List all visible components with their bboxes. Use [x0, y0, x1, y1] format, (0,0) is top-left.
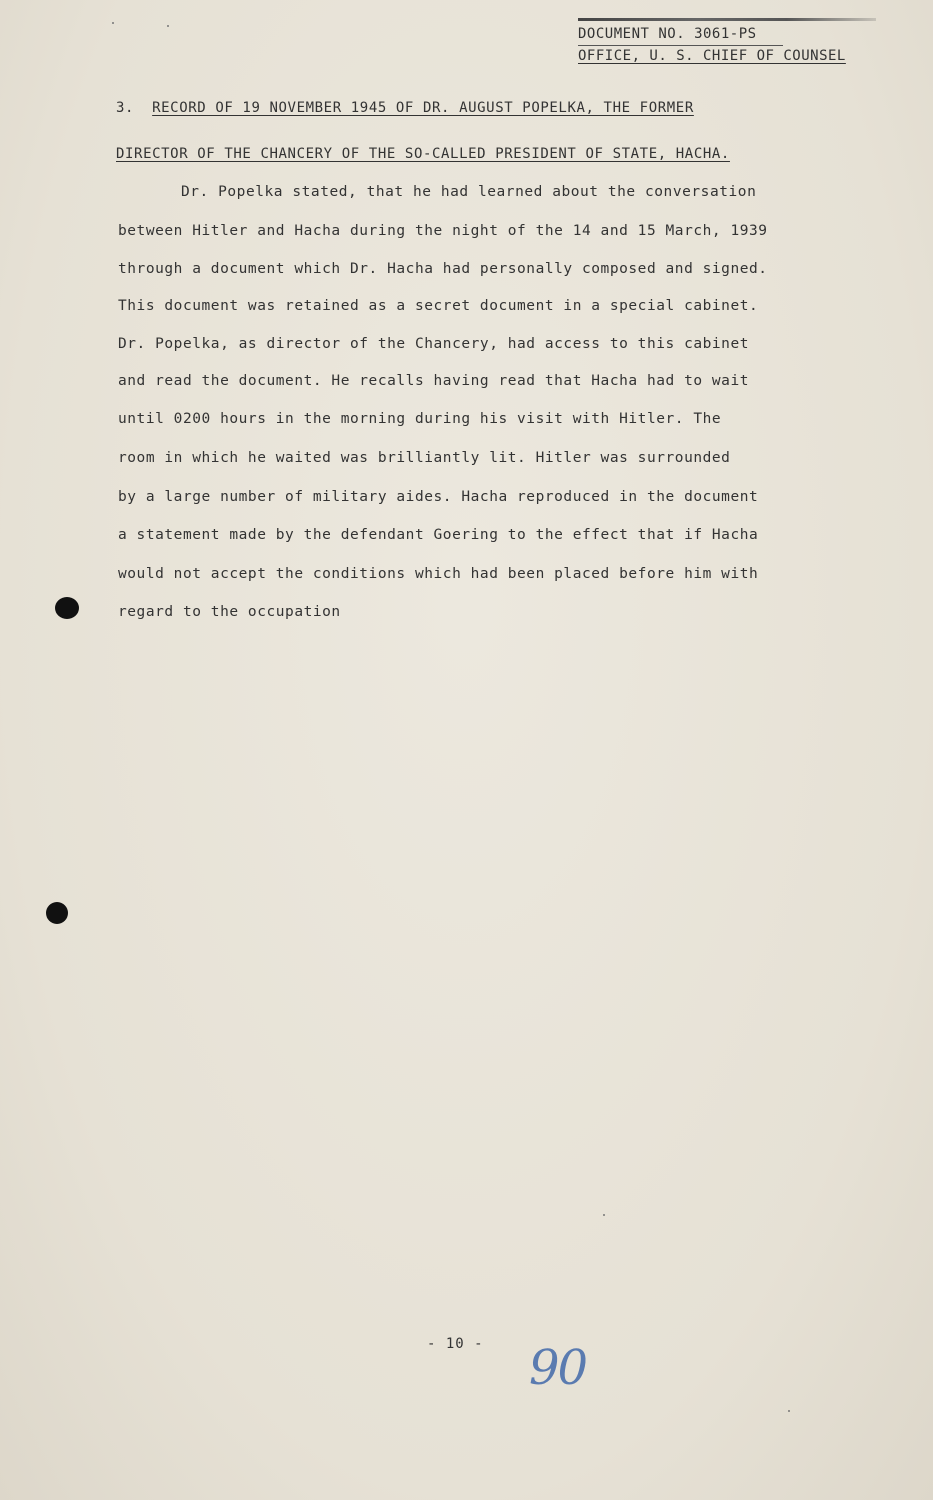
paper-speck: [112, 22, 114, 24]
paper-speck: [603, 1214, 605, 1216]
body-line: and read the document. He recalls having read that Hacha had to wait: [118, 373, 750, 389]
section-title-text-2: DIRECTOR OF THE CHANCERY OF THE SO-CALLED PRESIDENT OF STATE, HACHA.: [116, 146, 730, 162]
paper-speck: [788, 1410, 790, 1412]
body-line: by a large number of military aides. Hacha reproduced in the document: [118, 489, 759, 505]
body-line: until 0200 hours in the morning during his visit with Hitler. The: [118, 411, 722, 427]
body-line: room in which he waited was brilliantly lit. Hitler was surrounded: [118, 450, 731, 466]
punch-hole: [46, 902, 68, 924]
body-line: regard to the occupation: [118, 604, 341, 620]
punch-hole: [55, 597, 79, 619]
body-line: This document was retained as a secret document in a special cabinet.: [118, 298, 759, 314]
paper-speck: [167, 25, 169, 27]
office-label: OFFICE, U. S. CHIEF OF COUNSEL: [578, 48, 846, 64]
body-line: Dr. Popelka stated, that he had learned about the conversation: [181, 184, 757, 200]
body-line: a statement made by the defendant Goering to the effect that if Hacha: [118, 527, 759, 543]
body-line: Dr. Popelka, as director of the Chancery, had access to this cabinet: [118, 336, 750, 352]
section-title-text-1: RECORD OF 19 NOVEMBER 1945 OF DR. AUGUST POPELKA, THE FORMER: [152, 100, 694, 116]
section-number: 3.: [116, 100, 135, 116]
section-title-line-2: [116, 146, 730, 162]
document-number-underline: [578, 45, 783, 46]
body-line: through a document which Dr. Hacha had personally composed and signed.: [118, 261, 768, 277]
section-title-line-1: [116, 100, 694, 116]
header-rule: [578, 18, 876, 21]
document-number: DOCUMENT NO. 3061-PS: [578, 26, 757, 42]
body-line: would not accept the conditions which had been placed before him with: [118, 566, 759, 582]
handwritten-page-number: 90: [529, 1340, 587, 1396]
body-line: between Hitler and Hacha during the night of the 14 and 15 March, 1939: [118, 223, 768, 239]
page-number: - 10 -: [427, 1336, 484, 1352]
